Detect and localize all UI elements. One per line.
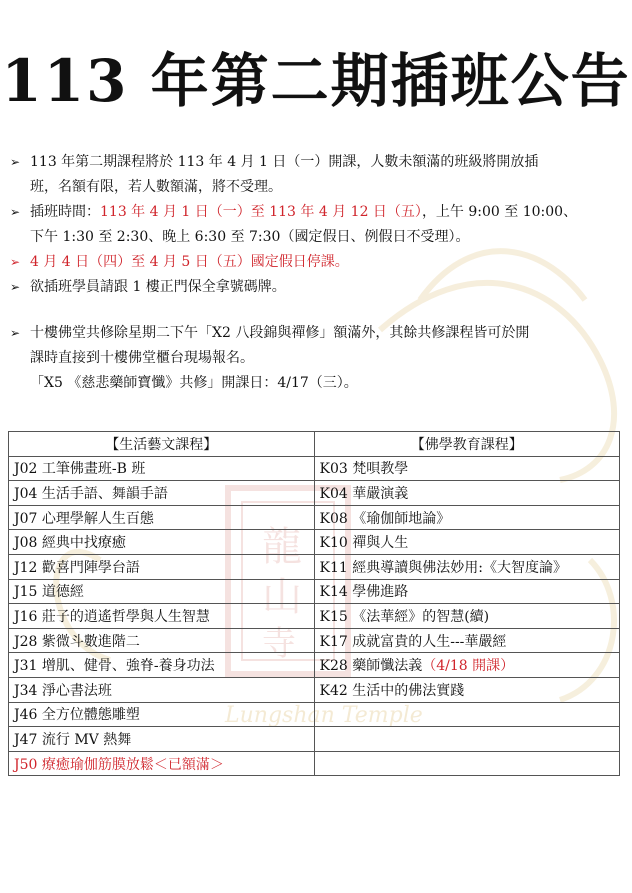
notice-period-dates: 113 年 4 月 1 日（一）至 113 年 4 月 12 日（五） (100, 204, 422, 220)
course-cell: K15 《法華經》的智慧(續) (314, 604, 620, 629)
arrowhead-bullet-icon: ➢ (10, 155, 21, 169)
course-cell: J07 心理學解人生百態 (9, 505, 315, 530)
course-cell: J12 歡喜門陣學台語 (9, 554, 315, 579)
notice-item-period (8, 200, 620, 250)
course-cell: K11 經典導讀與佛法妙用:《大智度論》 (314, 554, 620, 579)
page-title: 113 年第二期插班公告 (1, 47, 631, 115)
arrowhead-bullet-icon: ➢ (10, 280, 21, 294)
course-cell: J15 道德經 (9, 579, 315, 604)
arrowhead-bullet-icon: ➢ (10, 255, 21, 269)
course-cell: J16 莊子的逍遙哲學與人生智慧 (9, 604, 315, 629)
table-row (9, 481, 620, 506)
notice-list (8, 150, 620, 396)
table-row (9, 702, 620, 727)
table-row (9, 505, 620, 530)
course-table (8, 431, 620, 776)
notice-text: 欲插班學員請跟 1 樓正門保全拿號碼牌。 (30, 279, 286, 295)
svg-text:山: 山 (262, 574, 302, 620)
course-cell: J46 全方位體態雕塑 (9, 702, 315, 727)
course-cell-full: J50 療癒瑜伽筋膜放鬆＜已額滿＞ (9, 751, 315, 776)
notice-text: 十樓佛堂共修除星期二下午「X2 八段錦與禪修」額滿外，其餘共修課程皆可於開 (30, 325, 530, 341)
table-row (9, 727, 620, 752)
table-row (9, 530, 620, 555)
arrowhead-bullet-icon: ➢ (10, 205, 21, 219)
course-cell: K14 學佛進路 (314, 579, 620, 604)
course-cell: K10 禪與人生 (314, 530, 620, 555)
course-cell: J08 經典中找療癒 (9, 530, 315, 555)
course-cell: K17 成就富貴的人生---華嚴經 (314, 628, 620, 653)
notice-text: 「X5 《慈悲藥師寶懺》共修」開課日：4/17（三）。 (30, 375, 358, 391)
course-cell: K08 《瑜伽師地論》 (314, 505, 620, 530)
course-cell (314, 653, 620, 678)
course-cell: K03 梵唄教學 (314, 456, 620, 481)
course-cell: K04 華嚴演義 (314, 481, 620, 506)
column-header-arts: 【生活藝文課程】 (9, 432, 315, 457)
notice-text: 113 年第二期課程將於 113 年 4 月 1 日（一）開課，人數未額滿的班級將開放插 (30, 154, 539, 170)
course-cell: J34 淨心書法班 (9, 677, 315, 702)
notice-suffix: ，上午 9:00 至 10:00、 (421, 204, 578, 220)
course-cell: J04 生活手語、舞韻手語 (9, 481, 315, 506)
table-row (9, 628, 620, 653)
notice-item-number-card (8, 275, 620, 300)
notice-prefix: 插班時間： (30, 204, 100, 220)
course-cell: J28 紫微斗數進階二 (9, 628, 315, 653)
table-row (9, 554, 620, 579)
watermark-text: Lungshan Temple (225, 703, 423, 728)
column-header-buddhism: 【佛學教育課程】 (314, 432, 620, 457)
table-row (9, 456, 620, 481)
arrowhead-bullet-icon: ➢ (10, 326, 21, 340)
notice-text: 下午 1:30 至 2:30、晚上 6:30 至 7:30（國定假日、例假日不受理）。 (30, 229, 470, 245)
course-cell: J31 增肌、健骨、強脊-養身功法 (9, 653, 315, 678)
table-row (9, 677, 620, 702)
course-cell (314, 751, 620, 776)
course-name: K28 藥師懺法義 (319, 658, 423, 675)
start-date-note: （4/18 開課） (422, 658, 515, 675)
table-header-row (9, 432, 620, 457)
course-cell (314, 727, 620, 752)
svg-text:寺: 寺 (262, 624, 296, 664)
course-cell: K42 生活中的佛法實踐 (314, 677, 620, 702)
course-cell: J47 流行 MV 熱舞 (9, 727, 315, 752)
notice-text: 課時直接到十樓佛堂櫃台現場報名。 (30, 350, 254, 366)
notice-item-holiday (8, 250, 620, 275)
notice-item-shrine (8, 321, 620, 396)
svg-text:龍: 龍 (262, 524, 302, 570)
notice-text: 班，名額有限，若人數額滿，將不受理。 (30, 179, 282, 195)
table-row (9, 579, 620, 604)
table-row (9, 653, 620, 678)
notice-item-start-date (8, 150, 620, 200)
course-cell: J02 工筆佛畫班-B 班 (9, 456, 315, 481)
notice-text: 4 月 4 日（四）至 4 月 5 日（五）國定假日停課。 (30, 254, 349, 270)
table-row (9, 604, 620, 629)
table-row (9, 751, 620, 776)
course-cell (314, 702, 620, 727)
